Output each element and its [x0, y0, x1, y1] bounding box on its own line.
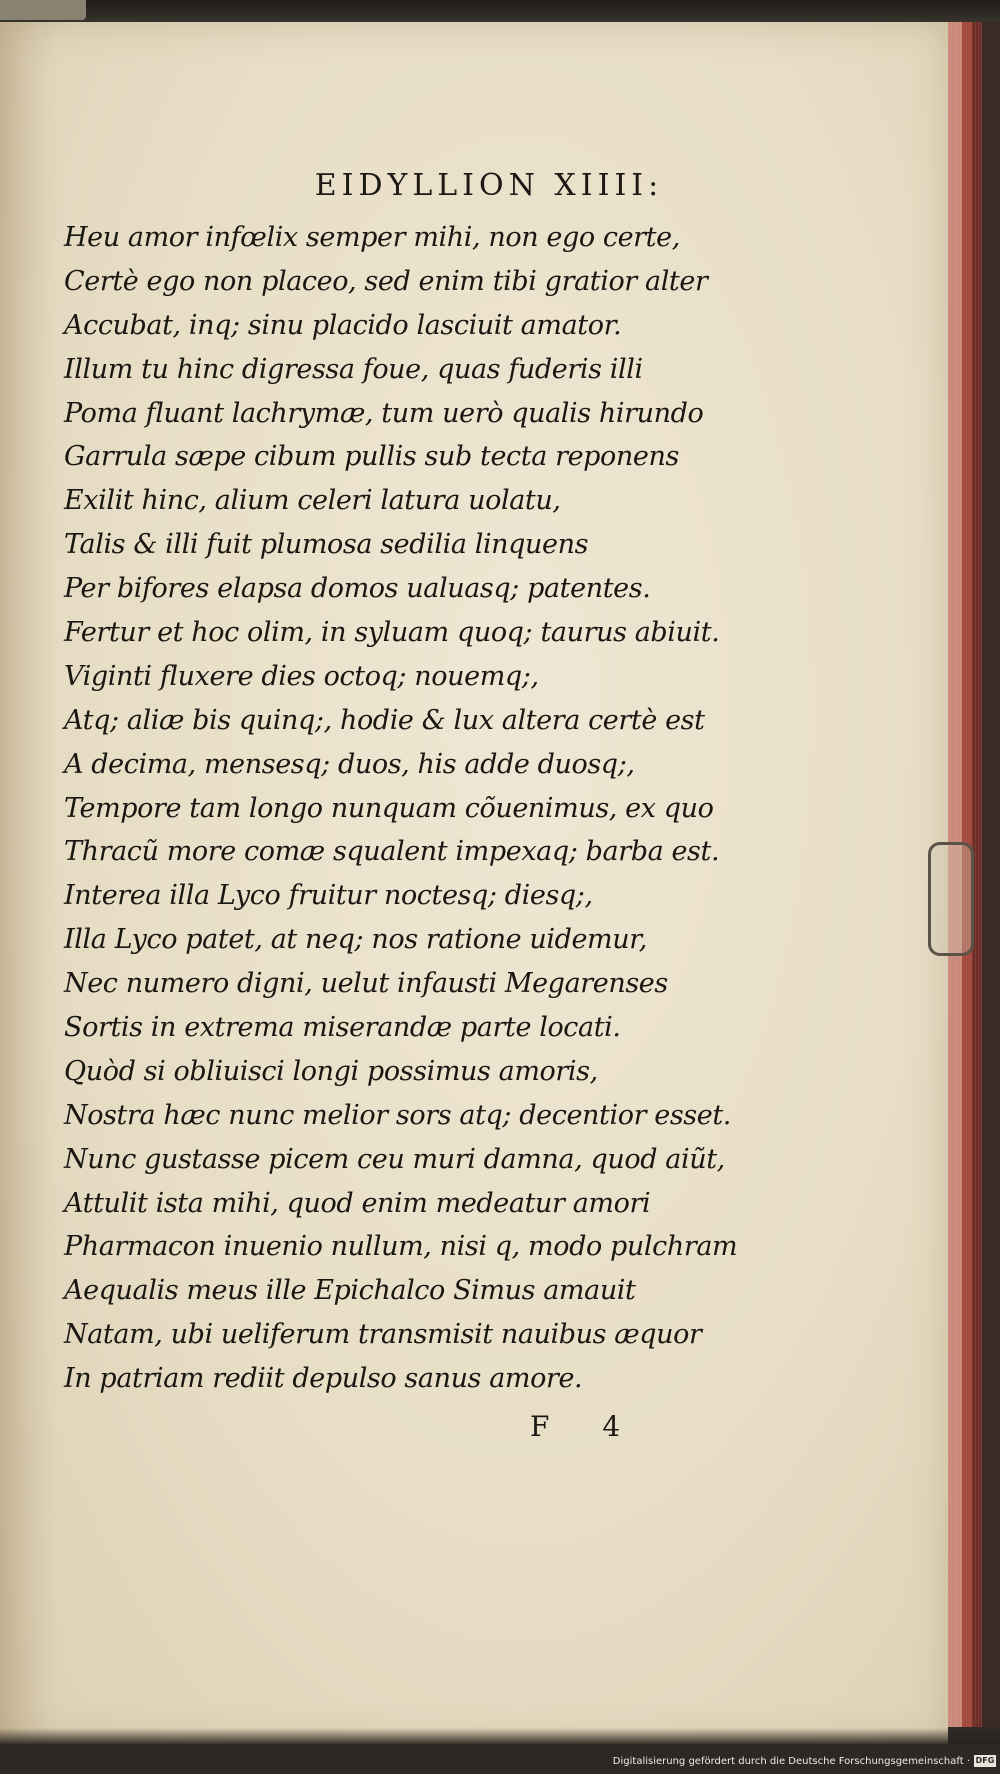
verse-line: Nunc gustasse picem ceu muri damna, quod aiũt, [64, 1143, 725, 1175]
verse-line: In patriam rediit depulso sanus amore. [64, 1363, 583, 1395]
verse-line: Pharmacon inuenio nullum, nisi q, modo pulchram [64, 1231, 738, 1263]
verse-line: A decima, mensesq; duos, his adde duosq;, [64, 748, 635, 780]
verse-line: Natam, ubi ueliferum transmisit nauibus æquor [64, 1319, 702, 1351]
verse-line: Aequalis meus ille Epichalco Simus amauit [64, 1275, 636, 1307]
verse-text [64, 216, 737, 1401]
verse-line: Viginti fluxere dies octoq; nouemq;, [64, 660, 539, 692]
dfg-logo-icon: DFG [975, 1756, 995, 1765]
verse-line: Attulit ista mihi, quod enim medeatur amori [64, 1187, 651, 1219]
page-clip [928, 842, 974, 956]
verse-line: Thracũ more comæ squalent impexaq; barba est. [64, 836, 720, 868]
verse-line: Illum tu hinc digressa foue, quas fuderis illi [64, 353, 643, 385]
verse-line: Garrula sæpe cibum pullis sub tecta reponens [64, 441, 679, 473]
verse-line: Sortis in extrema miserandæ parte locati. [64, 1012, 621, 1044]
page-heading: EIDYLLION XIIII: [314, 168, 664, 203]
verse-line: Tempore tam longo nunquam cõuenimus, ex quo [64, 792, 714, 824]
verse-line: Per bifores elapsa domos ualuasq; patentes. [64, 573, 651, 605]
verse-line: Nostra hæc nunc melior sors atq; decentior esset. [64, 1099, 731, 1131]
top-tab [0, 0, 86, 20]
verse-line: Accubat, inq; sinu placido lasciuit amator. [64, 309, 622, 341]
verse-line: Nec numero digni, uelut infausti Megarenses [64, 968, 668, 1000]
verse-line: Poma fluant lachrymæ, tum uerò qualis hirundo [64, 397, 704, 429]
verse-line: Fertur et hoc olim, in syluam quoq; taurus abiuit. [64, 617, 720, 649]
verse-line: Quòd si obliuisci longi possimus amoris, [64, 1055, 598, 1087]
verse-line: Illa Lyco patet, at neq; nos ratione uidemur, [64, 924, 647, 956]
verse-line: Exilit hinc, alium celeri latura uolatu, [64, 485, 561, 517]
book-cover-edge [982, 22, 1000, 1727]
verse-line: Interea illa Lyco fruitur noctesq; diesq;, [64, 880, 593, 912]
digitization-credit: Digitalisierung gefördert durch die Deutsche Forschungsgemeinschaft · [612, 1756, 970, 1767]
verse-line: Atq; aliæ bis quinq;, hodie & lux altera certè est [64, 704, 705, 736]
verse-line: Talis & illi fuit plumosa sedilia linquens [64, 529, 589, 561]
verse-line: Certè ego non placeo, sed enim tibi gratior alter [64, 265, 708, 297]
verse-line: Heu amor infœlix semper mihi, non ego certe, [64, 222, 680, 253]
signature-mark: F 4 [530, 1410, 643, 1443]
bottom-shadow [0, 1728, 1000, 1744]
